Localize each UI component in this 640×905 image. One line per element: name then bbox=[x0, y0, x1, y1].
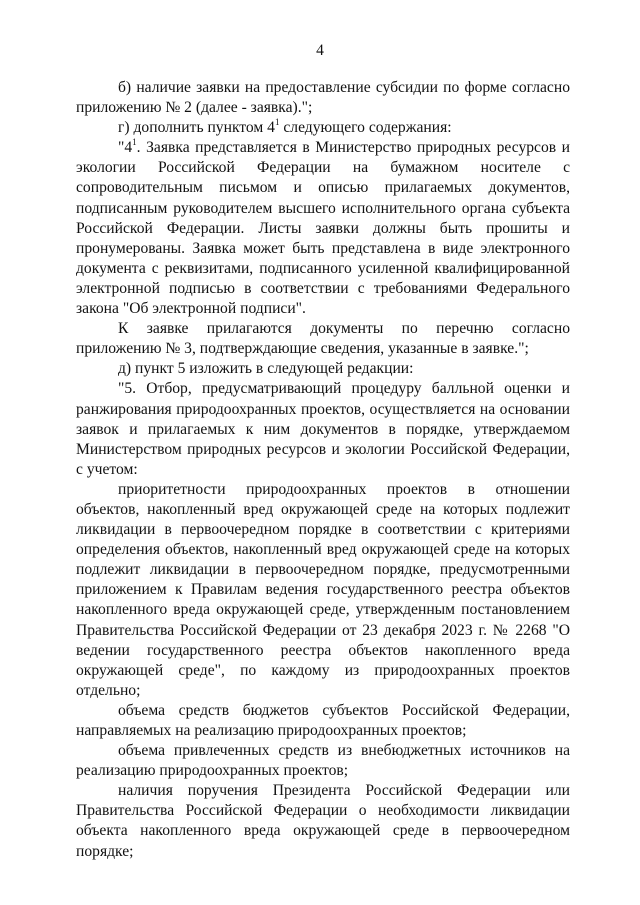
paragraph-add-item-4-1: г) дополнить пунктом $4^1$ следующего содержания: bbox=[118, 117, 452, 137]
document-body bbox=[76, 78, 570, 862]
paragraph-priority-criterion: приоритетности природоохранных проектов в отношении объектов, накопленный вред окружающей среде на которых подлежит ликвидации в первоочередном порядке в соответствии с критериями определения объектов, накопленный вред окружающей среде на которых подлежит ликвидации в первоочередном порядке, предусмотренными приложением к Правилам ведения государственного реестра объектов накопленного вреда окружающей среде, утвержденным постановлением Правительства Российской Федерации от 23 декабря 2023 г. № 2268 "О ведении государственного реестра объектов накопленного вреда окружающей среде", по каждому из природоохранных проектов отдельно; bbox=[76, 480, 570, 699]
paragraph-extrabudgetary-criterion: объема привлеченных средств из внебюджетных источников на реализацию природоохранных проектов; bbox=[76, 742, 570, 780]
paragraph-item-5-intro: д) пункт 5 изложить в следующей редакции: bbox=[118, 360, 414, 378]
paragraph-item-4-1: "$4^1$. Заявка представляется в Министерство природных ресурсов и экологии Российской Федерации на бумажном носителе с сопроводительным письмом и описью прилагаемых документов, подписанным руководителем высшего исполнительного органа субъекта Российской Федерации. Листы заявки должны быть прошиты и пронумерованы. Заявка может быть представлена в виде электронного документа с реквизитами, подписанного усиленной квалифицированной электронной подписью в соответствии с требованиями Федерального закона "Об электронной подписи". bbox=[76, 137, 570, 318]
paragraph-presidential-order-criterion: наличия поручения Президента Российской Федерации или Правительства Российской Федерации о необходимости ликвидации объекта накопленного вреда окружающей среде в первоочередном порядке; bbox=[76, 782, 570, 860]
paragraph-item-5: "5. Отбор, предусматривающий процедуру балльной оценки и ранжирования природоохранных проектов, осуществляется на основании заявок и прилагаемых к ним документов в порядке, утверждаемом Министерством природных ресурсов и экологии Российской Федерации, с учетом: bbox=[76, 380, 570, 478]
paragraph-subsidy-application: б) наличие заявки на предоставление субсидии по форме согласно приложению № 2 (далее - заявка)."; bbox=[76, 79, 570, 117]
page-number: 4 bbox=[316, 42, 324, 59]
paragraph-regional-budget-criterion: объема средств бюджетов субъектов Российской Федерации, направляемых на реализацию природоохранных проектов; bbox=[76, 701, 570, 739]
paragraph-attached-documents: К заявке прилагаются документы по перечню согласно приложению № 3, подтверждающие сведения, указанные в заявке."; bbox=[76, 320, 570, 358]
